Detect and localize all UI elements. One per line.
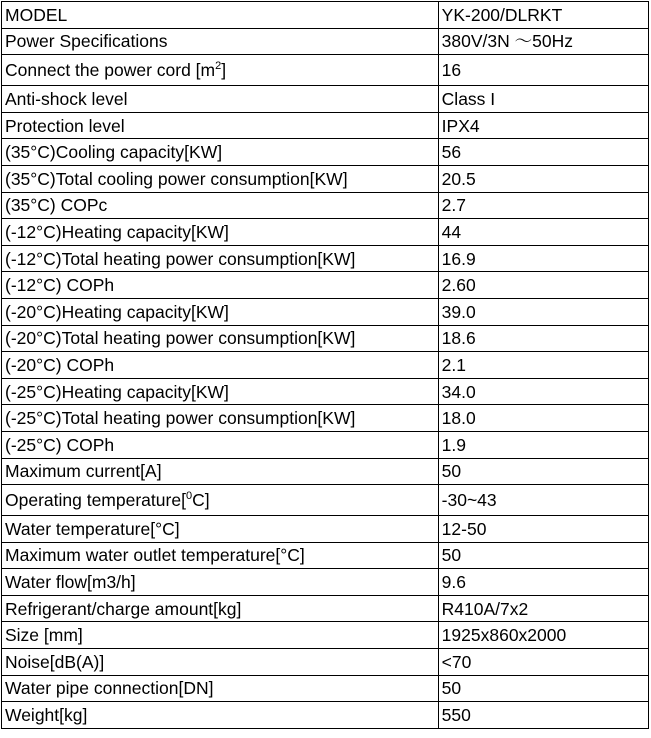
spec-row-maximum-current: [2, 458, 649, 485]
spec-label: Water temperature[°C]: [2, 516, 439, 543]
spec-row-max-outlet-temperature: [2, 542, 649, 569]
spec-value: 39.0: [438, 298, 648, 325]
spec-row-size: [2, 622, 649, 649]
spec-value: -30~43: [438, 485, 648, 516]
spec-label: (-12°C)Heating capacity[KW]: [2, 219, 439, 246]
spec-row-copc: [2, 192, 649, 219]
spec-label: Protection level: [2, 112, 439, 139]
spec-row-heating-capacity-minus20: [2, 298, 649, 325]
spec-row-weight: [2, 702, 649, 729]
spec-value: 34.0: [438, 378, 648, 405]
spec-label: [2, 485, 439, 516]
spec-value: 2.60: [438, 272, 648, 299]
spec-row-operating-temperature: [2, 485, 649, 516]
spec-label: (35°C) COPc: [2, 192, 439, 219]
spec-value: 50: [438, 458, 648, 485]
spec-label: Power Specifications: [2, 28, 439, 55]
spec-row-water-flow: [2, 569, 649, 596]
spec-row-heating-capacity-minus25: [2, 378, 649, 405]
spec-value: 16: [438, 55, 648, 86]
spec-label: (-25°C) COPh: [2, 431, 439, 458]
spec-value: 16.9: [438, 245, 648, 272]
spec-value: 550: [438, 702, 648, 729]
spec-row-heating-power-minus20: [2, 325, 649, 352]
spec-value: 1925x860x2000: [438, 622, 648, 649]
spec-value: 50: [438, 675, 648, 702]
spec-table: [1, 1, 649, 729]
spec-label-text: Operating temperature[: [5, 490, 186, 511]
spec-row-power-specifications: [2, 28, 649, 55]
spec-label: (-25°C)Total heating power consumption[KW]: [2, 405, 439, 432]
spec-row-model: [2, 2, 649, 29]
spec-row-heating-capacity-minus12: [2, 219, 649, 246]
spec-label: (-20°C)Heating capacity[KW]: [2, 298, 439, 325]
spec-value: 18.0: [438, 405, 648, 432]
spec-value: 1.9: [438, 431, 648, 458]
spec-label: (-25°C)Heating capacity[KW]: [2, 378, 439, 405]
spec-value: 50: [438, 542, 648, 569]
spec-label: Water flow[m3/h]: [2, 569, 439, 596]
spec-value: 12-50: [438, 516, 648, 543]
spec-label: (35°C)Total cooling power consumption[KW]: [2, 165, 439, 192]
superscript: 2: [215, 60, 222, 73]
spec-row-refrigerant: [2, 595, 649, 622]
spec-value: YK-200/DLRKT: [438, 2, 648, 29]
spec-row-anti-shock-level: [2, 86, 649, 113]
spec-label: Anti-shock level: [2, 86, 439, 113]
spec-row-heating-power-minus25: [2, 405, 649, 432]
spec-row-heating-power-minus12: [2, 245, 649, 272]
spec-value: 18.6: [438, 325, 648, 352]
spec-label: Water pipe connection[DN]: [2, 675, 439, 702]
spec-row-coph-minus25: [2, 431, 649, 458]
spec-label-text: ]: [221, 60, 227, 81]
spec-value: 2.7: [438, 192, 648, 219]
spec-label: Size [mm]: [2, 622, 439, 649]
spec-row-water-temperature: [2, 516, 649, 543]
spec-value: 44: [438, 219, 648, 246]
spec-row-power-cord: [2, 55, 649, 86]
spec-label: (-20°C)Total heating power consumption[KW]: [2, 325, 439, 352]
spec-value: Class I: [438, 86, 648, 113]
spec-label: (-20°C) COPh: [2, 352, 439, 379]
spec-label: Weight[kg]: [2, 702, 439, 729]
spec-value: 380V/3N ～50Hz: [438, 28, 648, 55]
spec-label: Refrigerant/charge amount[kg]: [2, 595, 439, 622]
spec-value: 20.5: [438, 165, 648, 192]
spec-row-cooling-capacity: [2, 139, 649, 166]
spec-label: Maximum current[A]: [2, 458, 439, 485]
spec-value: 9.6: [438, 569, 648, 596]
spec-value: 56: [438, 139, 648, 166]
spec-row-coph-minus12: [2, 272, 649, 299]
spec-value: IPX4: [438, 112, 648, 139]
spec-label: [2, 55, 439, 86]
spec-row-coph-minus20: [2, 352, 649, 379]
spec-row-noise: [2, 649, 649, 676]
spec-row-water-pipe-connection: [2, 675, 649, 702]
superscript: 0: [185, 490, 193, 503]
spec-label-text: C]: [192, 490, 210, 511]
spec-value: R410A/7x2: [438, 595, 648, 622]
spec-label: (35°C)Cooling capacity[KW]: [2, 139, 439, 166]
spec-label: Maximum water outlet temperature[°C]: [2, 542, 439, 569]
spec-label: (-12°C) COPh: [2, 272, 439, 299]
spec-value: 2.1: [438, 352, 648, 379]
spec-row-cooling-power: [2, 165, 649, 192]
spec-label: (-12°C)Total heating power consumption[KW]: [2, 245, 439, 272]
spec-label: MODEL: [2, 2, 439, 29]
spec-label-text: Connect the power cord [m: [5, 60, 216, 81]
spec-row-protection-level: [2, 112, 649, 139]
spec-label: Noise[dB(A)]: [2, 649, 439, 676]
spec-value: <70: [438, 649, 648, 676]
